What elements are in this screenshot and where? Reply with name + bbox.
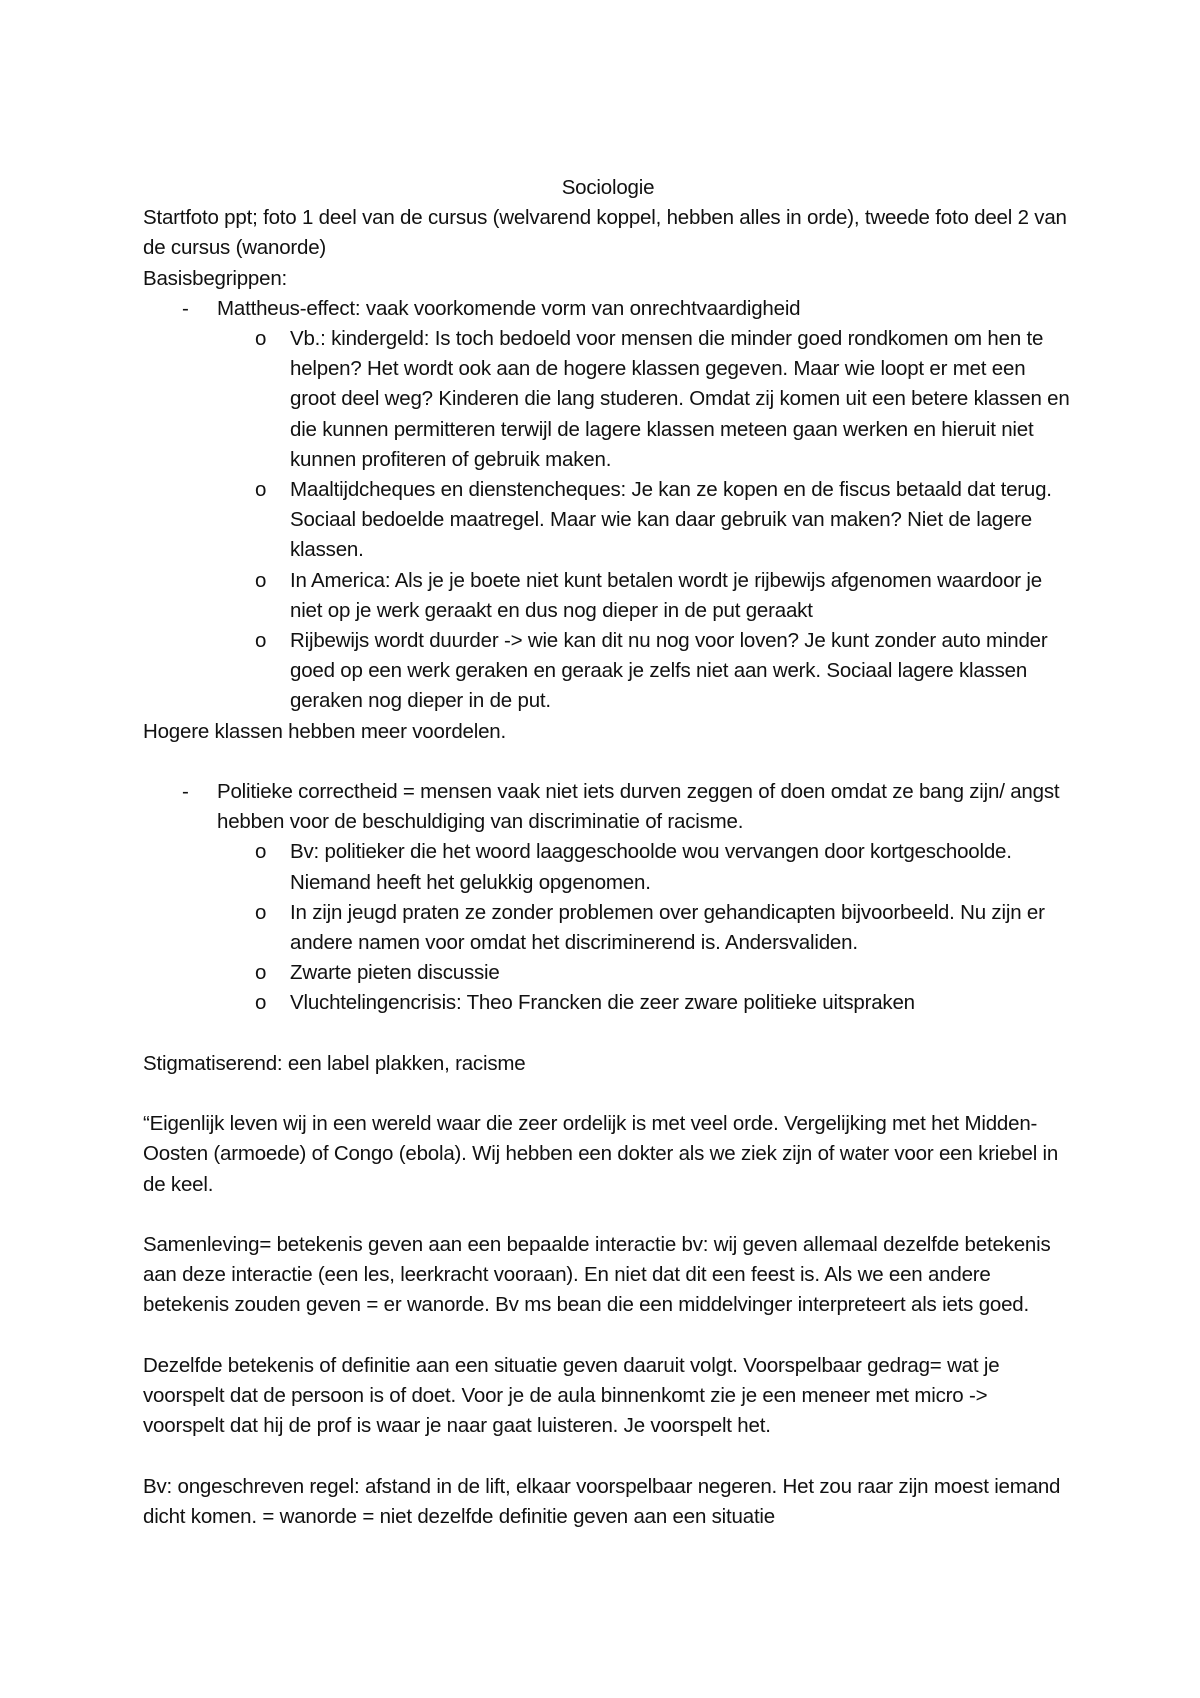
document-body — [143, 173, 1073, 1532]
paragraph-stigmatiserend: Stigmatiserend: een label plakken, racisme — [143, 1051, 526, 1075]
document-title: Sociologie — [561, 176, 655, 199]
list-item — [143, 958, 1073, 988]
list-item-text: Rijbewijs wordt duurder -> wie kan dit nu nog voor loven? Je kunt zonder auto minder goed op een werk geraken en geraak je zelfs niet aan werk. Sociaal lagere klassen geraken nog dieper in de put. — [290, 629, 1048, 713]
empty-line — [143, 1441, 1073, 1471]
dash-bullet: - — [182, 296, 189, 320]
paragraph-ongeschreven-regel: Bv: ongeschreven regel: afstand in de lift, elkaar voorspelbaar negeren. Het zou raar zijn moest iemand dicht komen. = wanorde = niet dezelfde definitie geven aan een situatie — [143, 1474, 1061, 1528]
intro-paragraph: Startfoto ppt; foto 1 deel van de cursus (welvarend koppel, hebben alles in orde), tweede foto deel 2 van de cursus (wanorde) — [143, 206, 1067, 260]
section-heading: Politieke correctheid = mensen vaak niet iets durven zeggen of doen omdat ze bang zijn/ angst hebben voor de beschuldiging van discriminatie of racisme. — [217, 780, 1060, 834]
empty-line — [143, 747, 1073, 777]
circle-bullet: o — [255, 961, 267, 985]
dash-bullet: - — [182, 780, 189, 804]
basis-heading: Basisbegrippen: — [143, 266, 288, 290]
list-item-text: Bv: politieker die het woord laaggeschoolde wou vervangen door kortgeschoolde. Niemand heeft het gelukkig opgenomen. — [290, 840, 1012, 894]
list-item — [143, 566, 1073, 626]
correctheid-examples-list — [143, 837, 1073, 1018]
circle-bullet: o — [255, 568, 267, 592]
section-politieke-correctheid — [143, 777, 1073, 837]
section-mattheus-effect — [143, 294, 1073, 324]
empty-line — [143, 1200, 1073, 1230]
empty-line — [143, 1079, 1073, 1109]
section-conclusion: Hogere klassen hebben meer voordelen. — [143, 719, 506, 743]
list-item-text: Zwarte pieten discussie — [290, 961, 500, 985]
list-item-text: Vluchtelingencrisis: Theo Francken die zeer zware politieke uitspraken — [290, 991, 915, 1015]
section-heading: Mattheus-effect: vaak voorkomende vorm van onrechtvaardigheid — [217, 296, 801, 320]
circle-bullet: o — [255, 327, 267, 351]
paragraph-quote: “Eigenlijk leven wij in een wereld waar die zeer ordelijk is met veel orde. Vergelijking met het Midden-Oosten (armoede) of Congo (ebola). Wij hebben een dokter als we ziek zijn of water voor een kriebel in de keel. — [143, 1112, 1059, 1196]
list-item-text: In zijn jeugd praten ze zonder problemen over gehandicapten bijvoorbeeld. Nu zijn er andere namen voor omdat het discriminerend is. Andersvaliden. — [290, 900, 1045, 955]
list-item-text: Maaltijdcheques en dienstencheques: Je kan ze kopen en de fiscus betaald dat terug. Sociaal bedoelde maatregel. Maar wie kan daar gebruik van maken? Niet de lagere klassen. — [290, 478, 1052, 562]
list-item-text: In America: Als je je boete niet kunt betalen wordt je rijbewijs afgenomen waardoor je niet op je werk geraakt en dus nog dieper in de put geraakt — [290, 568, 1042, 622]
empty-line — [143, 1321, 1073, 1351]
mattheus-examples-list — [143, 324, 1073, 717]
list-item — [143, 626, 1073, 717]
list-item — [143, 837, 1073, 897]
circle-bullet: o — [255, 840, 267, 864]
list-item-text: Vb.: kindergeld: Is toch bedoeld voor mensen die minder goed rondkomen om hen te helpen? Het wordt ook aan de hogere klassen gegeven. Maar wie loopt er met een groot deel weg? Kinderen die lang studeren. Omdat zij komen uit een betere klassen en die kunnen permitteren terwijl de lagere klassen meteen gaan werken en hieruit niet kunnen profiteren of gebruik maken. — [290, 327, 1070, 471]
circle-bullet: o — [255, 629, 267, 653]
circle-bullet: o — [255, 900, 267, 924]
empty-line — [143, 1019, 1073, 1049]
list-item — [143, 324, 1073, 475]
list-item — [143, 988, 1073, 1018]
paragraph-samenleving: Samenleving= betekenis geven aan een bepaalde interactie bv: wij geven allemaal dezelfde betekenis aan deze interactie (een les, leerkracht vooraan). En niet dat dit een feest is. Als we een andere betekenis zouden geven = er wanorde. Bv ms bean die een middelvinger interpreteert als iets goed. — [143, 1233, 1051, 1317]
list-item — [143, 898, 1073, 958]
circle-bullet: o — [255, 991, 267, 1015]
list-item — [143, 475, 1073, 566]
circle-bullet: o — [255, 478, 267, 502]
paragraph-voorspelbaar-gedrag: Dezelfde betekenis of definitie aan een situatie geven daaruit volgt. Voorspelbaar gedrag= wat je voorspelt dat de persoon is of doet. Voor je de aula binnenkomt zie je een meneer met micro -> voorspelt dat hij de prof is waar je naar gaat luisteren. Je voorspelt het. — [143, 1353, 1000, 1438]
